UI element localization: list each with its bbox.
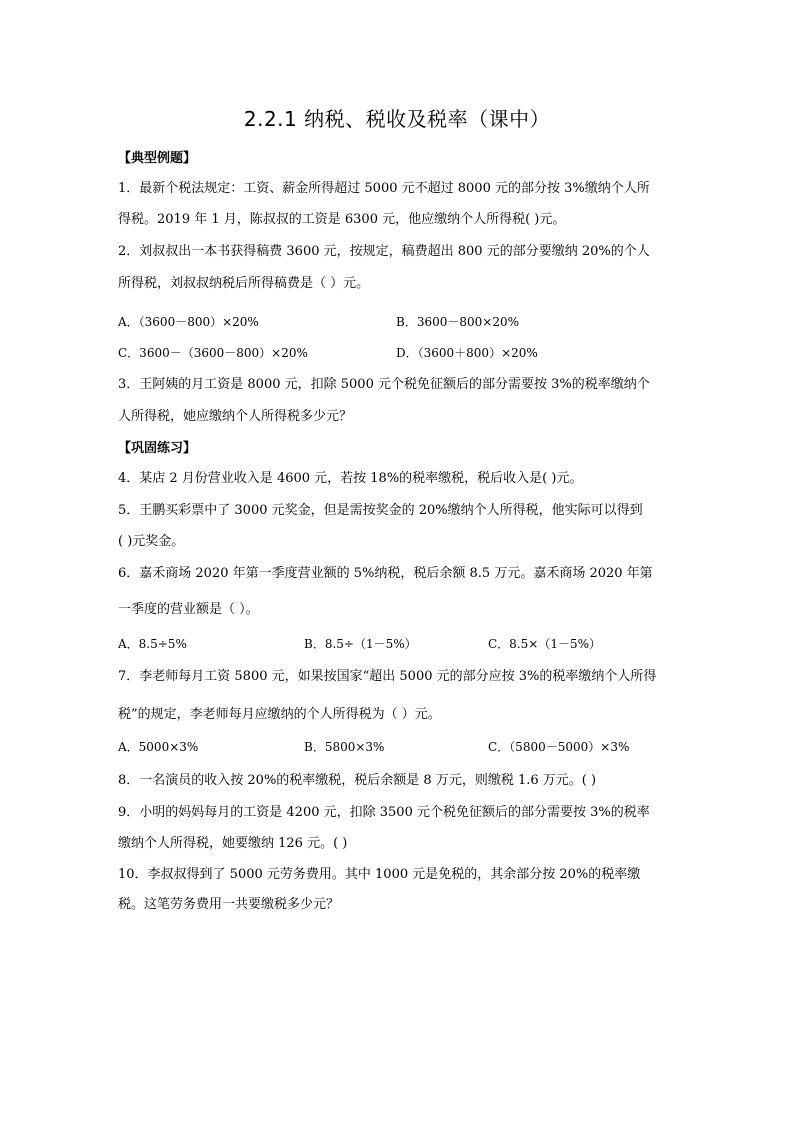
question-6-option-b: B．8.5÷（1－5%） [304, 637, 417, 651]
question-6-line-1: 6．嘉禾商场 2020 年第一季度营业额的 5%纳税，税后余额 8.5 万元。嘉禾商场 2020 年第 [118, 566, 653, 581]
question-2-option-a: A．（3600－800）×20% [118, 315, 259, 329]
question-7-line-2: 税”的规定，李老师每月应缴纳的个人所得税为（ ）元。 [118, 707, 441, 722]
section-heading-examples: 【典型例题】 [118, 151, 197, 166]
question-2-option-c: C．3600－（3600－800）×20% [118, 346, 308, 360]
question-4-line-1: 4．某店 2 月份营业收入是 4600 元，若按 18%的税率缴税，税后收入是( )元。 [118, 471, 583, 486]
question-7-option-b: B．5800×3% [304, 740, 385, 754]
question-2-line-2: 所得税，刘叔叔纳税后所得稿费是（ ）元。 [118, 276, 370, 291]
question-7-option-a: A．5000×3% [118, 740, 199, 754]
question-5-line-1: 5．王鹏买彩票中了 3000 元奖金，但是需按奖金的 20%缴纳个人所得税，他实际可以得到 [118, 503, 643, 518]
question-9-line-2: 缴纳个人所得税，她要缴纳 126 元。( ) [118, 836, 348, 851]
question-7-option-c: C．（5800－5000）×3% [488, 740, 630, 754]
question-1-line-1: 1．最新个税法规定：工资、薪金所得超过 5000 元不超过 8000 元的部分按 3%缴纳个人所 [118, 181, 650, 196]
question-2-option-d: D．（3600＋800）×20% [396, 346, 538, 360]
section-heading-practice: 【巩固练习】 [118, 441, 197, 456]
question-6-option-c: C．8.5×（1－5%） [488, 637, 601, 651]
question-3-line-2: 人所得税，她应缴纳个人所得税多少元？ [118, 409, 353, 424]
question-2-option-b: B．3600－800×20% [396, 315, 519, 329]
question-8-line-1: 8．一名演员的收入按 20%的税率缴税，税后余额是 8 万元，则缴税 1.6 万元。( ) [118, 773, 597, 788]
question-2-line-1: 2．刘叔叔出一本书获得稿费 3600 元，按规定，稿费超出 800 元的部分要缴纳 20%的个人 [118, 244, 650, 259]
question-6-option-a: A．8.5÷5% [118, 637, 187, 651]
question-9-line-1: 9．小明的妈妈每月的工资是 4200 元，扣除 3500 元个税免征额后的部分需要按 3%的税率 [118, 805, 650, 820]
question-10-line-2: 税。这笔劳务费用一共要缴税多少元？ [118, 897, 340, 912]
question-3-line-1: 3．王阿姨的月工资是 8000 元，扣除 5000 元个税免征额后的部分需要按 3%的税率缴纳个 [118, 377, 650, 392]
question-5-line-2: ( )元奖金。 [118, 534, 185, 549]
question-10-line-1: 10．李叔叔得到了 5000 元劳务费用。其中 1000 元是免税的，其余部分按 20%的税率缴 [118, 867, 641, 882]
question-7-line-1: 7．李老师每月工资 5800 元，如果按国家“超出 5000 元的部分应按 3%的税率缴纳个人所得 [118, 669, 657, 684]
page-title: 2.2.1 纳税、税收及税率（课中） [243, 107, 551, 131]
question-1-line-2: 得税。2019 年 1 月，陈叔叔的工资是 6300 元，他应缴纳个人所得税( )元。 [118, 212, 566, 227]
question-6-line-2: 一季度的营业额是（ ）。 [118, 602, 259, 617]
